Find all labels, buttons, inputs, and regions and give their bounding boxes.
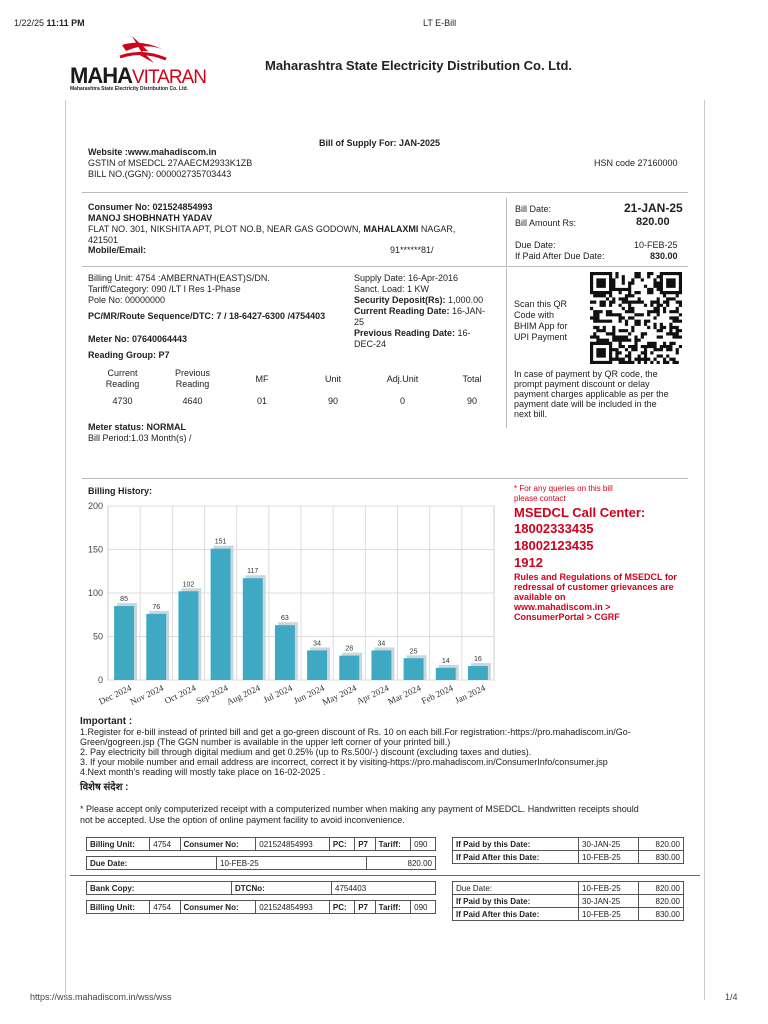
bar-data-label: 151: [214, 538, 227, 546]
bank-copy-table: [86, 881, 436, 895]
call-center-phone-1[interactable]: 18002333435: [514, 521, 594, 536]
bank-due-label: Due Date:: [453, 882, 579, 895]
bar-dec-2024: [114, 606, 134, 680]
header-previous-reading: Previous Reading: [174, 368, 210, 389]
value-mf: 01: [256, 396, 267, 406]
bar-may-2024: [339, 656, 359, 680]
slip-consumer-table: [86, 837, 436, 851]
slip-pc-label: PC:: [329, 838, 354, 851]
cgrf-link[interactable]: www.mahadiscom.in >: [514, 602, 611, 612]
bank-consumer-table: [86, 900, 436, 914]
bar-data-label: 76: [152, 603, 161, 611]
bar-data-label: 85: [120, 596, 128, 604]
after-due-value: 830.00: [650, 251, 678, 261]
current-reading-date-cont: 25: [354, 317, 365, 327]
bill-period: Bill Period:1.03 Month(s) /: [88, 433, 192, 443]
slip-paid-by-label: If Paid by this Date:: [453, 838, 579, 851]
bar-data-label: 117: [247, 568, 259, 576]
slip-pc: P7: [355, 838, 375, 851]
x-tick-label: Apr 2024: [354, 682, 391, 707]
slip-paid-after-date: 10-FEB-25: [579, 851, 639, 864]
bar-data-label: 34: [313, 640, 321, 648]
bar-jul-2024: [275, 625, 295, 680]
slip-paid-by-date: 30-JAN-25: [579, 838, 639, 851]
meter-status: Meter status: NORMAL: [88, 422, 187, 432]
slip-payment-table: [452, 837, 684, 864]
header-mf: MF: [255, 374, 269, 384]
bar-data-label: 63: [281, 615, 289, 623]
x-tick-label: May 2024: [320, 682, 359, 708]
tariff-category: Tariff/Category: 090 /LT I Res 1-Phase: [88, 284, 241, 294]
x-tick-label: Oct 2024: [162, 682, 198, 706]
x-tick-label: Aug 2024: [224, 682, 262, 707]
gstin: GSTIN of MSEDCL 27AAECM2933K1ZB: [88, 158, 253, 168]
receipt-note: * Please accept only computerized receipt with a computerized number when making any payment of MSEDCL. Handwritten receipts should not be accepted. Use the option of online payment facility to avoid inconvenience.: [80, 804, 639, 825]
bill-amount-label: Bill Amount Rs:: [515, 218, 577, 228]
slip-billing-unit: 4754: [150, 838, 180, 851]
bar-jun-2024: [307, 650, 327, 680]
value-previous-reading: 4640: [182, 396, 203, 406]
bank-billing-unit-label: Billing Unit:: [87, 901, 150, 914]
bar-apr-2024: [371, 650, 391, 680]
special-message-title: विशेष संदेश :: [80, 782, 129, 793]
value-current-reading: 4730: [112, 396, 133, 406]
due-date-label: Due Date:: [515, 240, 556, 250]
bank-consumer-no: 021524854993: [256, 901, 330, 914]
bank-copy-label: Bank Copy:: [87, 882, 232, 895]
bar-data-label: 102: [182, 581, 195, 589]
billing-history-chart: [70, 494, 500, 724]
bar-aug-2024: [243, 578, 263, 680]
mahavitaran-logo: [70, 33, 230, 95]
bar-nov-2024: [146, 614, 166, 680]
upi-qr-code-icon[interactable]: [590, 272, 682, 364]
bank-dtc-label: DTCNo:: [232, 882, 332, 895]
bank-tariff: 090: [411, 901, 436, 914]
cgrf-rules-note: Rules and Regulations of MSEDCL for redressal of customer grievances are available on www.mahadiscom.in > ConsumerPortal > CGRF: [514, 572, 677, 622]
slip-consumer-no-label: Consumer No:: [180, 838, 256, 851]
consumer-address: FLAT NO. 301, NIKSHITA APT, PLOT NO.B, NEAR GAS GODOWN, MAHALAXMI NAGAR,: [88, 224, 456, 234]
header-unit: Unit: [324, 374, 341, 384]
mobile-value: 91******81/: [390, 245, 434, 255]
bank-consumer-no-label: Consumer No:: [180, 901, 256, 914]
y-tick-label: 100: [87, 588, 103, 598]
bank-tariff-label: Tariff:: [375, 901, 410, 914]
meter-number: Meter No: 07640064443: [88, 334, 188, 344]
bar-data-label: 25: [409, 648, 418, 656]
x-tick-label: Sep 2024: [194, 682, 230, 707]
bar-oct-2024: [178, 591, 198, 680]
bill-date-value: 21-JAN-25: [624, 201, 683, 215]
print-page-title: LT E-Bill: [423, 18, 457, 28]
x-tick-label: Dec 2024: [97, 682, 133, 707]
important-notes: 1.Register for e-bill instead of printed bill and get a go-green discount of Rs. 10 on each bill.For registration:-https://pro.mahadiscom.in/Go- Green/gogreen.jsp (The GGN number is available in the upper left corner of your printed bill.) 2. Pay electricity bill through digital medium and get 0.25% (up to Rs.500/-) discount (excluding taxes and duties). 3. If your mobile number and email address are incorrect, correct it by visiting-https://pro.mahadiscom.in/ConsumerInfo/consumer.jsp 4.Next month's reading will mostly take place on 16-02-2025 .: [80, 727, 631, 777]
slip-paid-after-amount: 830.00: [639, 851, 684, 864]
qr-payment-note: In case of payment by QR code, the prompt payment discount or delay payment charges applicable as per the payment date will be included in the next bill.: [514, 369, 669, 419]
bank-billing-unit: 4754: [150, 901, 180, 914]
consumer-number: Consumer No: 021524854993: [88, 202, 213, 212]
bar-sep-2024: [211, 549, 231, 680]
qr-instructions: Scan this QR Code with BHIM App for UPI Payment: [514, 299, 568, 342]
bill-number: BILL NO.(GGN): 000002735703443: [88, 169, 232, 179]
logo-subtitle: Maharashtra State Electricity Distribution Co. Ltd.: [70, 86, 189, 92]
bank-paid-after-label: If Paid After this Date:: [453, 908, 579, 921]
x-tick-label: Mar 2024: [386, 682, 423, 707]
bar-mar-2024: [404, 658, 424, 680]
bank-paid-after-amount: 830.00: [639, 908, 684, 921]
slip-billing-unit-label: Billing Unit:: [87, 838, 150, 851]
slip-amount: 820.00: [367, 857, 436, 870]
bank-pc: P7: [355, 901, 375, 914]
value-adj-unit: 0: [399, 396, 405, 406]
bank-pc-label: PC:: [329, 901, 354, 914]
header-total: Total: [462, 374, 482, 384]
slip-due-label: Due Date:: [87, 857, 217, 870]
slip-tariff-label: Tariff:: [375, 838, 410, 851]
x-tick-label: Feb 2024: [419, 682, 455, 707]
call-center-phone-3[interactable]: 1912: [514, 555, 543, 570]
y-tick-label: 0: [97, 675, 103, 685]
bill-date-label: Bill Date:: [515, 204, 552, 214]
supply-date: Supply Date: 16-Apr-2016: [354, 273, 459, 283]
x-tick-label: Jul 2024: [261, 682, 294, 705]
hsn-code: HSN code 27160000: [594, 158, 678, 168]
important-title: Important :: [80, 716, 133, 727]
consumer-name: MANOJ SHOBHNATH YADAV: [88, 213, 213, 223]
company-name: Maharashtra State Electricity Distribution Co. Ltd.: [265, 58, 572, 73]
bank-paid-by-amount: 820.00: [639, 895, 684, 908]
call-center-title: MSEDCL Call Center:: [514, 505, 646, 520]
current-reading-date: Current Reading Date: 16-JAN-: [354, 306, 486, 316]
bar-data-label: 34: [377, 640, 386, 648]
bar-feb-2024: [436, 668, 456, 680]
print-date: 1/22/25 11:11 PM: [14, 18, 85, 28]
y-tick-label: 50: [92, 631, 103, 642]
due-date-value: 10-FEB-25: [634, 240, 678, 250]
query-note: * For any queries on this bill please contact: [514, 484, 613, 503]
after-due-label: If Paid After Due Date:: [515, 251, 605, 261]
bank-dtc: 4754403: [332, 882, 436, 895]
x-tick-label: Nov 2024: [128, 682, 166, 707]
bank-due-date: 10-FEB-25: [579, 882, 639, 895]
print-page-number: 1/4: [725, 992, 738, 1002]
website: Website :www.mahadiscom.in: [88, 147, 217, 157]
slip-due-table: [86, 856, 436, 870]
bank-paid-after-date: 10-FEB-25: [579, 908, 639, 921]
slip-consumer-no: 021524854993: [256, 838, 330, 851]
call-center-phone-2[interactable]: 18002123435: [514, 538, 594, 553]
reading-group: Reading Group: P7: [88, 350, 170, 360]
bar-data-label: 16: [474, 656, 482, 664]
chart-title: Billing History:: [88, 486, 153, 496]
billing-unit: Billing Unit: 4754 :AMBERNATH(EAST)S/DN.: [88, 273, 270, 283]
header-adj-unit: Adj.Unit: [386, 374, 419, 384]
route-sequence: PC/MR/Route Sequence/DTC: 7 / 18-6427-6300 /4754403: [88, 311, 326, 321]
slip-paid-by-amount: 820.00: [639, 838, 684, 851]
print-url: https://wss.mahadiscom.in/wss/wss: [30, 992, 172, 1002]
bank-due-amount: 820.00: [639, 882, 684, 895]
consumer-pincode: 421501: [88, 235, 119, 245]
sanctioned-load: Sanct. Load: 1 KW: [354, 284, 430, 294]
bank-paid-by-date: 30-JAN-25: [579, 895, 639, 908]
x-tick-label: Jun 2024: [292, 682, 326, 706]
value-total: 90: [466, 396, 477, 406]
slip-tariff: 090: [411, 838, 436, 851]
pole-number: Pole No: 00000000: [88, 295, 166, 305]
x-tick-label: Jan 2024: [453, 682, 487, 706]
bank-payment-table: [452, 881, 684, 921]
security-deposit: Security Deposit(Rs): 1,000.00: [354, 295, 484, 305]
slip-due-date: 10-FEB-25: [217, 857, 367, 870]
mobile-label: Mobile/Email:: [88, 245, 147, 255]
bill-amount-value: 820.00: [636, 216, 670, 228]
bill-title: Bill of Supply For: JAN-2025: [319, 138, 441, 148]
previous-reading-date: Previous Reading Date: 16-: [354, 328, 471, 338]
y-tick-label: 150: [87, 544, 103, 555]
value-unit: 90: [327, 396, 338, 406]
previous-reading-date-cont: DEC-24: [354, 339, 387, 349]
bar-data-label: 28: [345, 645, 354, 653]
logo-wordmark: MAHAVITARAN: [70, 63, 206, 88]
bar-data-label: 14: [441, 657, 450, 665]
bank-paid-by-label: If Paid by this Date:: [453, 895, 579, 908]
bar-jan-2024: [468, 666, 488, 680]
slip-paid-after-label: If Paid After this Date:: [453, 851, 579, 864]
header-current-reading: Current Reading: [105, 368, 140, 389]
y-tick-label: 200: [87, 501, 103, 511]
